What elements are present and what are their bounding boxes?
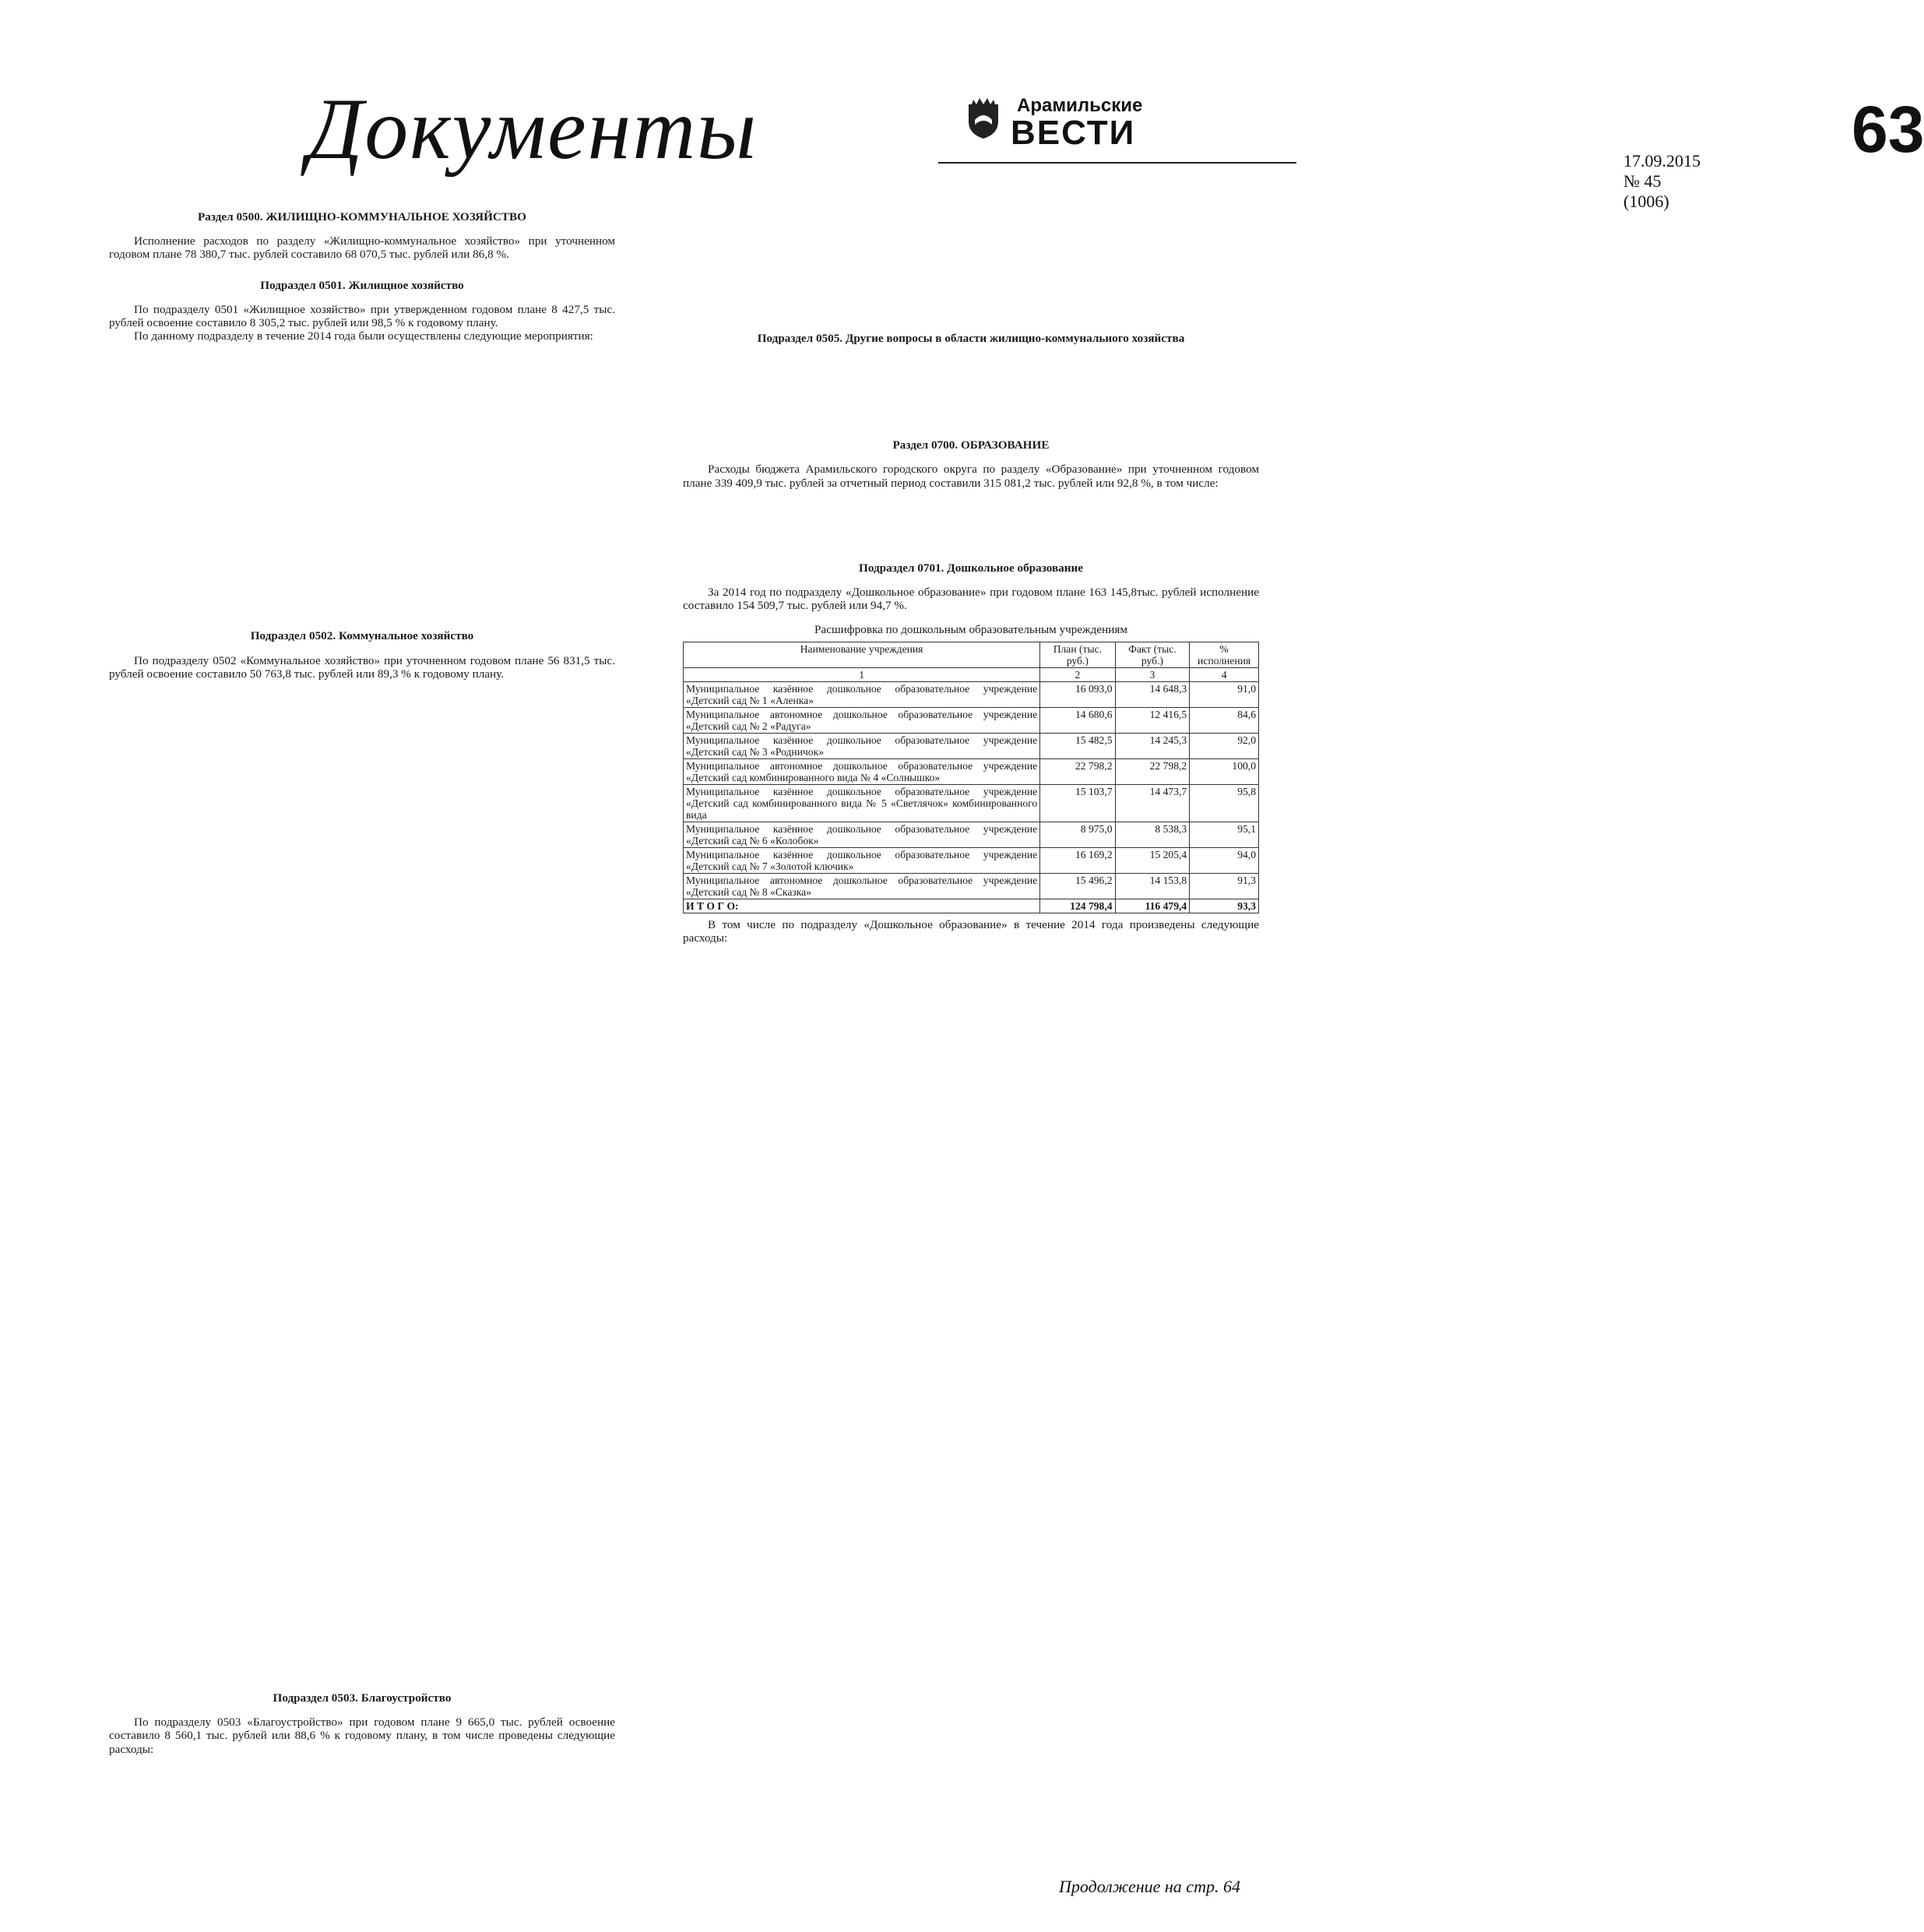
paragraph: За 2014 год по подразделу «Дошкольное образование» при годовом плане 163 145,8тыс. рублей исполнение составило 154 509,7 тыс. рублей или 94,7 %.: [683, 586, 1259, 613]
table-row: [684, 847, 1259, 873]
table-total-row: [684, 899, 1259, 913]
cell: 15 205,4: [1115, 847, 1190, 873]
cell: 22 798,2: [1040, 758, 1115, 784]
cell: Муниципальное автономное дошкольное образовательное учреждение «Детский сад № 8 «Сказка»: [684, 873, 1040, 899]
header-cell: План (тыс. руб.): [1040, 642, 1115, 667]
text-block-placeholder: [683, 204, 1259, 326]
paragraph: В том числе по подразделу «Дошкольное образование» в течение 2014 года произведены следующие расходы:: [683, 917, 1259, 945]
cell: 95,8: [1190, 784, 1259, 822]
table-header-row: [684, 642, 1259, 667]
cell: 124 798,4: [1040, 899, 1115, 913]
cell: 93,3: [1190, 899, 1259, 913]
table-row: [684, 822, 1259, 847]
cell: 15 103,7: [1040, 784, 1115, 822]
text-block-placeholder: [683, 490, 1259, 555]
cell: 91,0: [1190, 681, 1259, 707]
cell: 14 473,7: [1115, 784, 1190, 822]
table-colnum-row: [684, 667, 1259, 681]
cell: Муниципальное автономное дошкольное образовательное учреждение «Детский сад комбинированного вида № 4 «Солнышко»: [684, 758, 1040, 784]
colnum-cell: 1: [684, 667, 1040, 681]
cell: 15 482,5: [1040, 733, 1115, 758]
table-row: [684, 733, 1259, 758]
table-row: [684, 873, 1259, 899]
paragraph: По данному подразделу в течение 2014 года были осуществлены следующие мероприятия:: [134, 329, 593, 343]
header-cell: Факт (тыс. руб.): [1115, 642, 1190, 667]
cell: Муниципальное казённое дошкольное образовательное учреждение «Детский сад комбинированного вида № 5 «Светлячок» комбинированного вида: [684, 784, 1040, 822]
cell: 94,0: [1190, 847, 1259, 873]
subsection-heading: Подраздел 0505. Другие вопросы в области жилищно-коммунального хозяйства: [757, 332, 1185, 345]
cell: Муниципальное казённое дошкольное образовательное учреждение «Детский сад № 7 «Золотой ключик»: [684, 847, 1040, 873]
cell: 92,0: [1190, 733, 1259, 758]
cell: 22 798,2: [1115, 758, 1190, 784]
paragraph: Расходы бюджета Арамильского городского округа по разделу «Образование» при уточненном годовом плане 339 409,9 тыс. рублей за отчетный период составили 315 081,2 тыс. рублей или 92,8 %, в том числе:: [683, 463, 1259, 490]
cell: 8 538,3: [1115, 822, 1190, 847]
left-column: [109, 204, 615, 1756]
page-number: 63: [1852, 93, 1924, 166]
table-caption: Расшифровка по дошкольным образовательным учреждениям: [814, 623, 1127, 637]
brand-name-big: ВЕСТИ: [1011, 114, 1136, 152]
subsection-heading: Подраздел 0503. Благоустройство: [273, 1691, 452, 1705]
colnum-cell: 3: [1115, 667, 1190, 681]
cell: 14 648,3: [1115, 681, 1190, 707]
colnum-cell: 4: [1190, 667, 1259, 681]
header-rule: [938, 162, 1296, 164]
cell: 14 245,3: [1115, 733, 1190, 758]
paragraph: По подразделу 0503 «Благоустройство» при годовом плане 9 665,0 тыс. рублей освоение составило 8 560,1 тыс. рублей или 88,6 % к годовому плану, в том числе проведены следующие расходы:: [109, 1716, 615, 1756]
table-row: [684, 681, 1259, 707]
section-heading: Раздел 0700. ОБРАЗОВАНИЕ: [892, 438, 1050, 452]
section-title: Документы: [308, 81, 758, 178]
text-block-placeholder: [109, 343, 615, 623]
section-heading: Раздел 0500. ЖИЛИЩНО-КОММУНАЛЬНОЕ ХОЗЯЙСТВО: [198, 210, 526, 223]
brand-name-small: Арамильские: [1017, 95, 1143, 116]
cell: 95,1: [1190, 822, 1259, 847]
cell: 116 479,4: [1115, 899, 1190, 913]
paragraph: Исполнение расходов по разделу «Жилищно-коммунальное хозяйство» при уточненном годовом плане 78 380,7 тыс. рублей составило 68 070,5 тыс. рублей или 86,8 %.: [109, 234, 615, 262]
table-row: [684, 784, 1259, 822]
cell: 14 680,6: [1040, 707, 1115, 733]
colnum-cell: 2: [1040, 667, 1115, 681]
coat-of-arms-icon: [966, 97, 1001, 140]
continued-note: Продолжение на стр. 64: [1059, 1877, 1240, 1896]
subsection-heading: Подраздел 0501. Жилищное хозяйство: [260, 278, 464, 292]
paragraph: По подразделу 0502 «Коммунальное хозяйство» при уточненном годовом плане 56 831,5 тыс. рублей освоение составило 50 763,8 тыс. рублей или 89,3 % к годовому плану.: [109, 653, 615, 681]
cell: Муниципальное автономное дошкольное образовательное учреждение «Детский сад № 2 «Радуга»: [684, 707, 1040, 733]
text-block-placeholder: [683, 356, 1259, 432]
cell: 15 496,2: [1040, 873, 1115, 899]
header-cell: Наименование учреждения: [684, 642, 1040, 667]
cell: Муниципальное казённое дошкольное образовательное учреждение «Детский сад № 3 «Родничок»: [684, 733, 1040, 758]
cell: 16 093,0: [1040, 681, 1115, 707]
cell: 91,3: [1190, 873, 1259, 899]
issue-date: 17.09.2015 № 45 (1006): [1623, 151, 1701, 211]
right-column: [683, 204, 1259, 945]
subsection-heading: Подраздел 0701. Дошкольное образование: [859, 561, 1083, 575]
subsection-heading: Подраздел 0502. Коммунальное хозяйство: [250, 629, 474, 643]
page-header: [308, 81, 1924, 211]
paragraph: По подразделу 0501 «Жилищное хозяйство» при утвержденном годовом плане 8 427,5 тыс. рублей освоение составило 8 305,2 тыс. рублей или 98,5 % к годовому плану.: [109, 302, 615, 330]
cell: И Т О Г О:: [684, 899, 1040, 913]
newspaper-logo: [966, 93, 1924, 211]
cell: 84,6: [1190, 707, 1259, 733]
cell: Муниципальное казённое дошкольное образовательное учреждение «Детский сад № 1 «Аленка»: [684, 681, 1040, 707]
cell: Муниципальное казённое дошкольное образовательное учреждение «Детский сад № 6 «Колобок»: [684, 822, 1040, 847]
cell: 100,0: [1190, 758, 1259, 784]
cell: 14 153,8: [1115, 873, 1190, 899]
cell: 12 416,5: [1115, 707, 1190, 733]
text-block-placeholder: [109, 681, 615, 1685]
table-row: [684, 758, 1259, 784]
header-cell: % исполнения: [1190, 642, 1259, 667]
institutions-table: [683, 642, 1259, 913]
table-row: [684, 707, 1259, 733]
cell: 8 975,0: [1040, 822, 1115, 847]
cell: 16 169,2: [1040, 847, 1115, 873]
